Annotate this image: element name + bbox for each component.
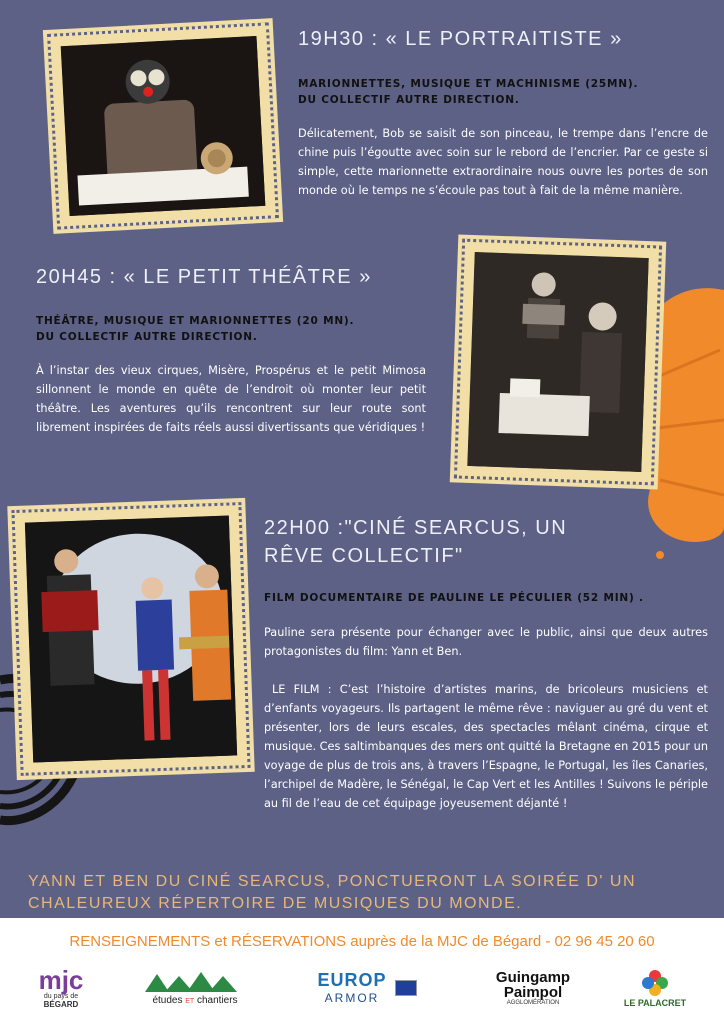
etudes-chantiers-text bbox=[152, 995, 237, 1006]
closing-line1: YANN ET BEN DU CINÉ SEARCUS, PONCTUERONT LA SOIRÉE D' UN bbox=[28, 873, 637, 890]
closing-announcement bbox=[28, 871, 708, 915]
logo-mjc-begard bbox=[26, 960, 96, 1015]
etudes-text-c: chantiers bbox=[196, 994, 238, 1006]
section2-title: 20H45 : « LE PETIT THÉÂTRE » bbox=[36, 266, 372, 288]
stamp-photo-portraitiste bbox=[47, 22, 279, 229]
section3-paragraph1: Pauline sera présente pour échanger avec le public, ainsi que deux autres protagonistes du film: Yann et Ben. bbox=[264, 626, 708, 658]
section3-paragraph2: LE FILM : C’est l’histoire d’artistes marins, de bricoleurs musiciens et d’enfants voyageurs. Ils partagent le même rêve : naviguer au gré du vent et présenter, lors de leurs escales, des spectacles mêlant cinéma, cirque et musique. Ces saltimbanques des mers ont quitté la Bretagne en 2015 pour un voyage de plus de trois ans, à travers l’Espagne, le Portugal, les îles Canaries, l’archipel de Madère, le Sénégal, le Cap Vert et les Antilles ! Suivons le périple au fil de l’eau de cet équipage joyeusement déjanté ! bbox=[264, 683, 708, 810]
photo-musicians-stage bbox=[25, 516, 237, 763]
etudes-text-a: études bbox=[152, 994, 183, 1006]
reservation-info: RENSEIGNEMENTS et RÉSERVATIONS auprès de la MJC de Bégard - 02 96 45 20 60 bbox=[69, 933, 655, 950]
photo-accordion-duo bbox=[467, 252, 648, 472]
section1-title: 19H30 : « LE PORTRAITISTE » bbox=[298, 28, 623, 50]
logo-guingamp-paimpol bbox=[488, 960, 578, 1015]
musicians-illustration bbox=[25, 516, 237, 763]
closing-line2: CHALEUREUX RÉPERTOIRE DE MUSIQUES DU MONDE. bbox=[28, 895, 523, 912]
footer-info-bar bbox=[0, 918, 724, 1024]
eu-flag-icon bbox=[395, 980, 417, 996]
armor-text: ARMOR bbox=[324, 991, 380, 1005]
etudes-text-b: ET bbox=[185, 997, 195, 1005]
section3-title bbox=[264, 514, 567, 570]
section3-title-line2: RÊVE COLLECTIF" bbox=[264, 545, 464, 567]
section3-subtitle: FILM DOCUMENTAIRE DE PAULINE LE PÉCULIER (52 MIN) . bbox=[264, 592, 644, 604]
europ-text: EUROP bbox=[317, 970, 387, 990]
duo-illustration bbox=[467, 252, 648, 472]
logo-etudes-chantiers bbox=[140, 960, 250, 1015]
section3-title-line1: 22H00 :"CINÉ SEARCUS, UN bbox=[264, 517, 568, 539]
photo-puppet-painter bbox=[61, 36, 266, 216]
section2-subtitle-line2: DU COLLECTIF AUTRE DIRECTION. bbox=[36, 331, 258, 343]
logo-palacret bbox=[620, 960, 690, 1015]
palacret-flower-icon bbox=[640, 968, 670, 998]
section2-subtitle bbox=[36, 313, 436, 345]
agglomeration-text: AGGLOMÉRATION bbox=[506, 999, 560, 1006]
palacret-text: LE PALACRET bbox=[623, 997, 687, 1008]
section1-subtitle-line2: DU COLLECTIF AUTRE DIRECTION. bbox=[298, 94, 520, 106]
europ-armor-text bbox=[317, 970, 386, 1005]
mjc-logo-sub2: BÉGARD bbox=[43, 999, 79, 1009]
stamp-photo-cine-searcus bbox=[11, 502, 250, 776]
section1-paragraph: Délicatement, Bob se saisit de son pinceau, le trempe dans l’encre de chine puis l’égoutte avec soin sur le rebord de l’encrier. Par ce geste si simple, cette marionnette extraordinaire nous ouvre les portes de son monde où le temps ne s’écoule pas tout à fait de la même manière. bbox=[298, 127, 708, 197]
guingamp-text: Guingamp bbox=[495, 968, 571, 986]
section2-subtitle-line1: THÉÂTRE, MUSIQUE ET MARIONNETTES (20 MN). bbox=[36, 315, 355, 327]
section1-subtitle-line1: MARIONNETTES, MUSIQUE ET MACHINISME (25MN). bbox=[298, 78, 639, 90]
logo-europ-armor bbox=[292, 960, 442, 1015]
paimpol-text: Paimpol bbox=[503, 983, 563, 1001]
mjc-logo-mark: mjc bbox=[38, 964, 84, 995]
section1-subtitle bbox=[298, 76, 708, 108]
section2-paragraph: À l’instar des vieux cirques, Misère, Prospérus et le petit Mimosa sillonnent le monde en quête de l’endroit où monter leur petit théâtre. Les aventures qu’ils rencontrent sur leur route sont librement inspirées de faits réels aussi divertissants que véridiques ! bbox=[36, 364, 426, 434]
puppet-illustration bbox=[61, 36, 266, 216]
mjc-logo-sub1: du pays de bbox=[43, 992, 79, 1000]
etudes-chantiers-graphic bbox=[145, 970, 245, 992]
stamp-photo-petit-theatre bbox=[454, 239, 662, 486]
